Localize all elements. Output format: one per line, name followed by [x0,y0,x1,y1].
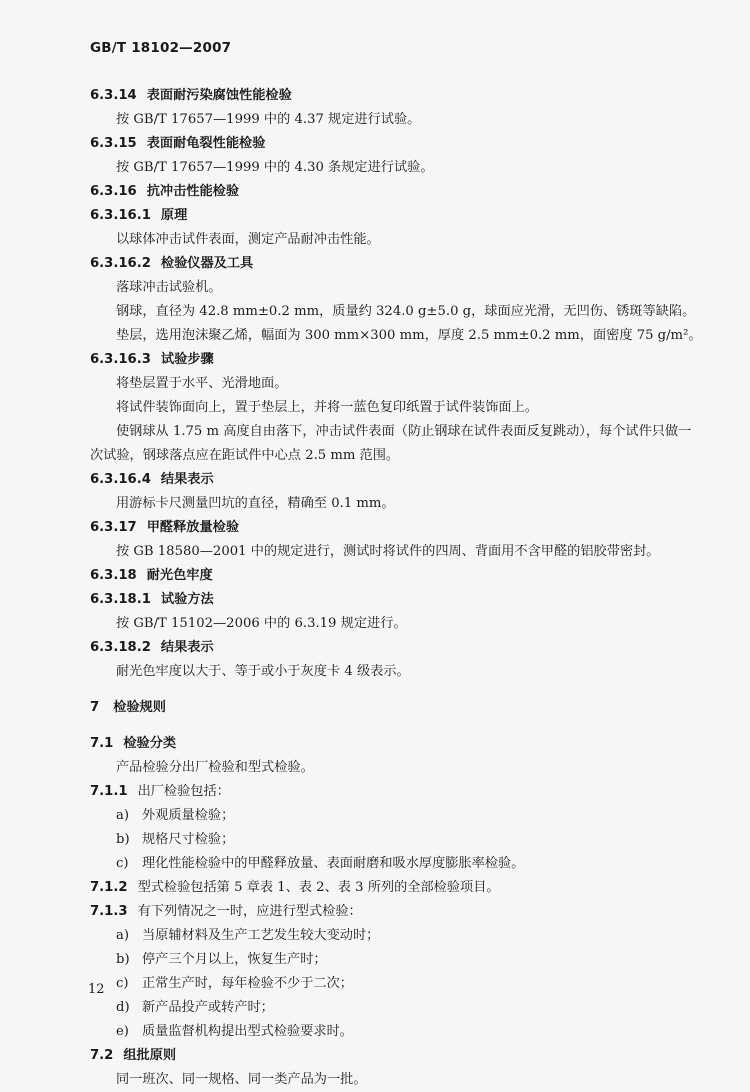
section-number: 6.3.18.1 [90,592,151,607]
section-heading [90,696,690,720]
section-title: 试验方法 [160,592,214,607]
section-number: 7 [90,700,100,715]
section-title: 检验分类 [123,736,177,751]
section-heading [90,516,690,540]
list-item [90,996,690,1020]
list-item [90,852,690,876]
list-item-text: 当原辅材料及生产工艺发生较大变动时； [142,928,380,943]
section-title: 结果表示 [160,640,214,655]
section-heading [90,180,690,204]
paragraph-line: 按 GB 18580—2001 中的规定进行，测试时将试件的四周、背面用不含甲醛的铝胶带密封。 [116,544,660,559]
spacer [90,720,690,732]
section-number: 6.3.16.3 [90,352,151,367]
section-heading [90,732,690,756]
list-item-text: 质量监督机构提出型式检验要求时。 [142,1024,353,1039]
section-title: 甲醛释放量检验 [146,520,240,535]
section-heading [90,780,690,804]
section-number: 7.1.1 [90,784,128,799]
section-heading [90,84,690,108]
paragraph-line: 将试件装饰面向上，置于垫层上，并将一蓝色复印纸置于试件装饰面上。 [116,400,538,415]
section-title: 表面耐龟裂性能检验 [146,136,266,151]
section-title: 抗冲击性能检验 [146,184,240,199]
paragraph-line: 使钢球从 1.75 m 高度自由落下，冲击试件表面（防止钢球在试件表面反复跳动），每个试件只做一 [116,424,692,439]
section-number: 7.1 [90,736,114,751]
list-item-text: 理化性能检验中的甲醛释放量、表面耐磨和吸水厚度膨胀率检验。 [142,856,525,871]
section-heading [90,876,690,900]
paragraph-line: 产品检验分出厂检验和型式检验。 [116,760,314,775]
spacer [90,684,690,696]
list-item-text: 新产品投产或转产时； [142,1000,274,1015]
section-number: 6.3.17 [90,520,137,535]
paragraph-line: 垫层，选用泡沫聚乙烯，幅面为 300 mm×300 mm，厚度 2.5 mm±0.2 mm，面密度 75 g/m²。 [116,328,702,343]
section-title: 出厂检验包括： [137,784,230,799]
paragraph-line: 按 GB/T 17657—1999 中的 4.37 规定进行试验。 [116,112,421,127]
section-title: 有下列情况之一时，应进行型式检验： [137,904,362,919]
section-number: 6.3.16.1 [90,208,151,223]
list-item [90,1020,690,1044]
paragraph-line: 以球体冲击试件表面，测定产品耐冲击性能。 [116,232,380,247]
list-item-text: 正常生产时，每年检验不少于二次； [142,976,353,991]
list-item-label: b) [116,832,130,847]
section-title: 检验规则 [113,700,166,715]
paragraph-line: 同一班次、同一规格、同一类产品为一批。 [116,1072,367,1087]
list-item-label: d) [116,1000,130,1015]
section-number: 6.3.14 [90,88,137,103]
section-heading [90,204,690,228]
standard-header: GB/T 18102—2007 [90,40,232,56]
section-heading [90,588,690,612]
list-item-label: b) [116,952,130,967]
list-item [90,804,690,828]
list-item [90,948,690,972]
list-item-text: 规格尺寸检验； [142,832,235,847]
list-item [90,828,690,852]
section-title: 试验步骤 [160,352,214,367]
section-number: 6.3.16.2 [90,256,151,271]
list-item-label: c) [116,976,129,991]
section-number: 6.3.16 [90,184,137,199]
section-number: 7.2 [90,1048,114,1063]
section-heading [90,564,690,588]
section-heading [90,132,690,156]
section-heading [90,468,690,492]
paragraph-line: 按 GB/T 17657—1999 中的 4.30 条规定进行试验。 [116,160,434,175]
section-title: 原理 [160,208,188,223]
paragraph-line: 用游标卡尺测量凹坑的直径，精确至 0.1 mm。 [116,496,395,511]
list-item-text: 外观质量检验； [142,808,235,823]
section-title: 型式检验包括第 5 章表 1、表 2、表 3 所列的全部检验项目。 [137,880,500,895]
section-number: 6.3.16.4 [90,472,151,487]
section-heading [90,1044,690,1068]
page-number: 12 [88,982,105,997]
section-heading [90,348,690,372]
section-heading [90,636,690,660]
paragraph-line: 钢球，直径为 42.8 mm±0.2 mm，质量约 324.0 g±5.0 g，球面应光滑，无凹伤、锈斑等缺陷。 [116,304,696,319]
list-item-text: 停产三个月以上，恢复生产时； [142,952,327,967]
list-item-label: a) [116,808,130,823]
section-heading [90,252,690,276]
section-title: 检验仪器及工具 [160,256,254,271]
section-title: 结果表示 [160,472,214,487]
document-body [90,84,702,1092]
list-item [90,972,690,996]
paragraph-line: 按 GB/T 15102—2006 中的 6.3.19 规定进行。 [116,616,407,631]
list-item-label: e) [116,1024,129,1039]
paragraph-line: 将垫层置于水平、光滑地面。 [116,376,288,391]
section-number: 6.3.18 [90,568,137,583]
section-number: 7.1.2 [90,880,128,895]
paragraph-line: 次试验，钢球落点应在距试件中心点 2.5 mm 范围。 [90,448,400,463]
section-number: 6.3.15 [90,136,137,151]
section-heading [90,900,690,924]
section-number: 7.1.3 [90,904,128,919]
list-item [90,924,690,948]
paragraph-line: 耐光色牢度以大于、等于或小于灰度卡 4 级表示。 [116,664,410,679]
section-title: 组批原则 [123,1048,177,1063]
section-title: 表面耐污染腐蚀性能检验 [146,88,292,103]
list-item-label: c) [116,856,129,871]
section-number: 6.3.18.2 [90,640,151,655]
paragraph-line: 落球冲击试验机。 [116,280,222,295]
section-title: 耐光色牢度 [146,568,213,583]
list-item-label: a) [116,928,130,943]
